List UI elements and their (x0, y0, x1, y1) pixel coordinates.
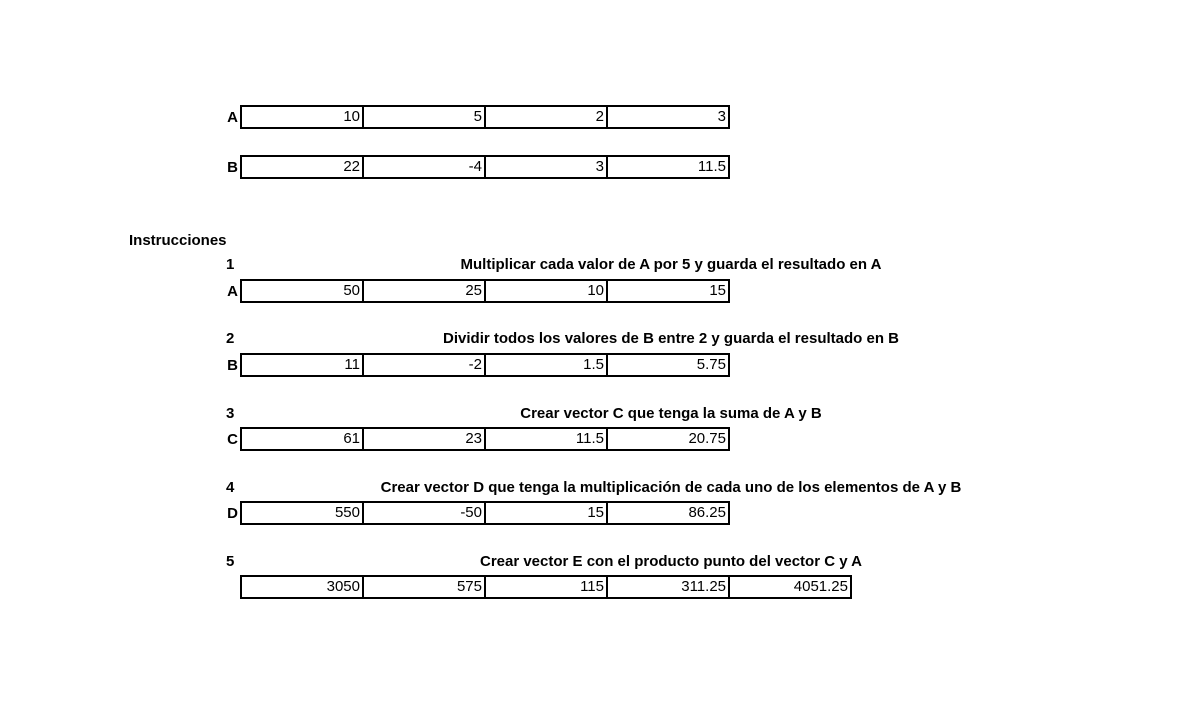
step-4-cell-1[interactable]: 550 (242, 503, 364, 523)
step-4-cell-3[interactable]: 15 (486, 503, 608, 523)
step-4-label: D (227, 505, 238, 522)
step-1-cell-3[interactable]: 10 (486, 281, 608, 301)
step-2-label: B (227, 357, 238, 374)
cell-a-1[interactable]: 10 (242, 107, 364, 127)
vector-b-label: B (227, 159, 238, 176)
step-5-cell-5[interactable]: 4051.25 (793, 578, 848, 595)
step-1-cell-2[interactable]: 25 (364, 281, 486, 301)
step-1-vector (240, 279, 730, 303)
step-2-vector (240, 353, 730, 377)
step-5-vector (240, 575, 852, 599)
cell-b-4[interactable]: 11.5 (697, 158, 726, 175)
step-1-cell-1[interactable]: 50 (242, 281, 364, 301)
step-2-cell-3[interactable]: 1.5 (486, 355, 608, 375)
step-1-number: 1 (226, 256, 235, 273)
step-5-cell-2[interactable]: 575 (364, 577, 486, 597)
step-2-cell-2[interactable]: -2 (364, 355, 486, 375)
step-4-number: 4 (226, 479, 235, 496)
step-3-vector (240, 427, 730, 451)
cell-a-4[interactable]: 3 (717, 108, 726, 125)
instructions-title: Instrucciones (129, 232, 227, 249)
step-3-number: 3 (226, 405, 235, 422)
step-4-cell-4[interactable]: 86.25 (688, 504, 726, 521)
step-5-text: Crear vector E con el producto punto del vector C y A (479, 553, 863, 570)
step-2-cell-4[interactable]: 5.75 (696, 356, 726, 373)
step-1-text: Multiplicar cada valor de A por 5 y guarda el resultado en A (460, 256, 882, 273)
cell-b-3[interactable]: 3 (486, 157, 608, 177)
step-3-cell-4[interactable]: 20.75 (688, 430, 726, 447)
step-2-text: Dividir todos los valores de B entre 2 y guarda el resultado en B (443, 330, 899, 347)
vector-a-initial (240, 105, 730, 129)
step-3-cell-1[interactable]: 61 (242, 429, 364, 449)
step-5-cell-1[interactable]: 3050 (242, 577, 364, 597)
step-3-cell-3[interactable]: 11.5 (486, 429, 608, 449)
step-2-cell-1[interactable]: 11 (242, 355, 364, 375)
step-5-number: 5 (226, 553, 235, 570)
cell-b-1[interactable]: 22 (242, 157, 364, 177)
step-5-cell-3[interactable]: 115 (486, 577, 608, 597)
step-3-label: C (227, 431, 238, 448)
cell-a-3[interactable]: 2 (486, 107, 608, 127)
cell-a-2[interactable]: 5 (364, 107, 486, 127)
vector-b-initial (240, 155, 730, 179)
step-1-cell-4[interactable]: 15 (709, 282, 726, 299)
cell-b-2[interactable]: -4 (364, 157, 486, 177)
step-3-cell-2[interactable]: 23 (364, 429, 486, 449)
step-4-text: Crear vector D que tenga la multiplicación de cada uno de los elementos de A y B (380, 479, 962, 496)
vector-a-label: A (227, 109, 238, 126)
step-4-vector (240, 501, 730, 525)
step-2-number: 2 (226, 330, 235, 347)
step-4-cell-2[interactable]: -50 (364, 503, 486, 523)
step-3-text: Crear vector C que tenga la suma de A y B (520, 405, 822, 422)
step-1-label: A (227, 283, 238, 300)
step-5-cell-4[interactable]: 311.25 (608, 577, 730, 597)
